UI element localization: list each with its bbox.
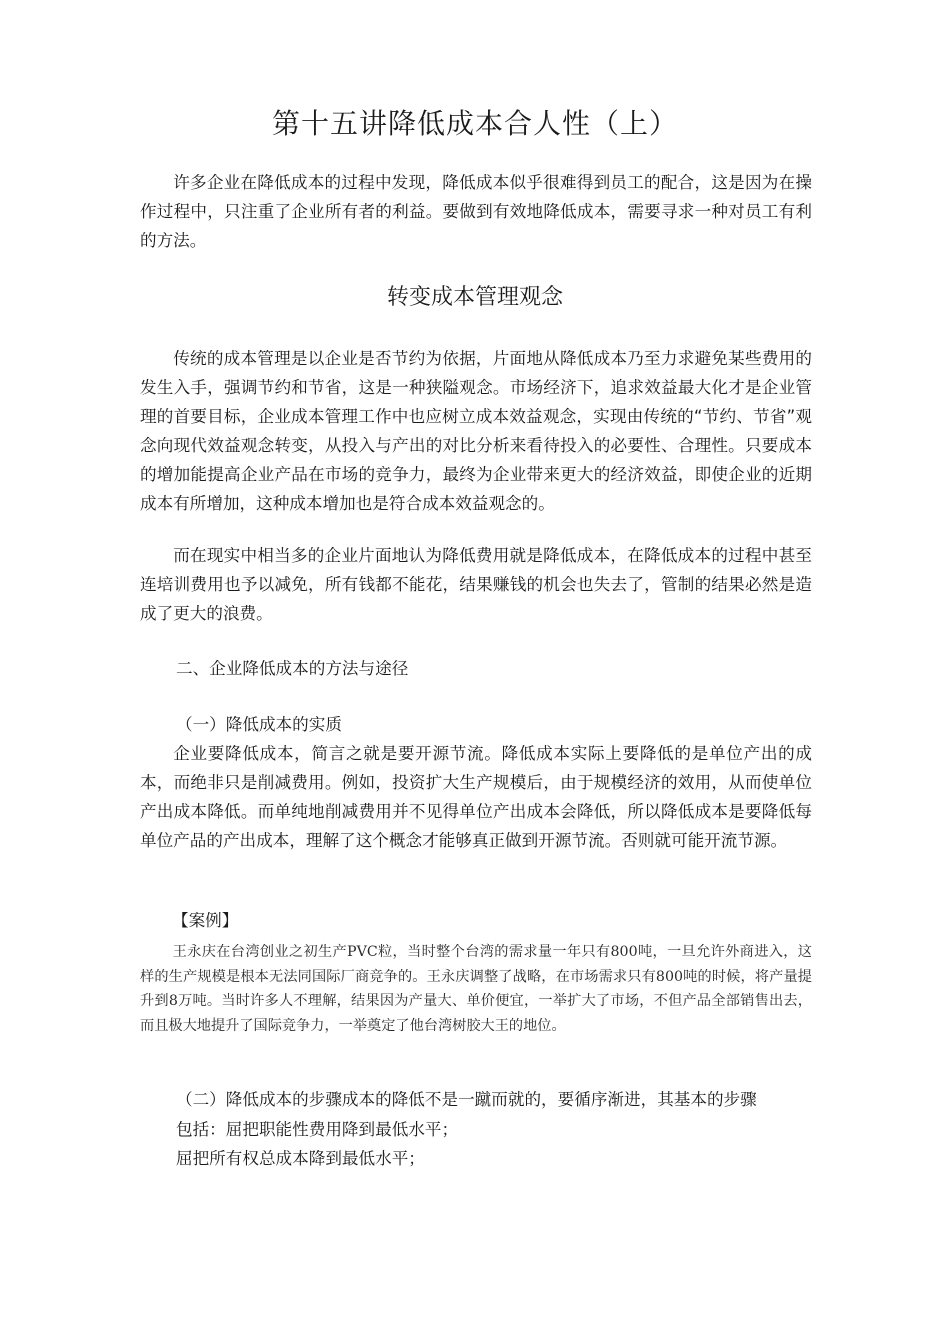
intro-paragraph: 许多企业在降低成本的过程中发现，降低成本似乎很难得到员工的配合，这是因为在操作过程中，只注重了企业所有者的利益。要做到有效地降低成本，需要寻求一种对员工有利的方法。 (140, 173, 812, 250)
section-title-cost-concept: 转变成本管理观念 (386, 285, 563, 310)
subsection2-line-2: 包括：屈把职能性费用降到最低水平； (176, 1120, 459, 1139)
subsection1-paragraph: 企业要降低成本，简言之就是要开源节流。降低成本实际上要降低的是单位产出的成本，而绝非只是削减费用。例如，投资扩大生产规模后，由于规模经济的效用，从而使单位产出成本降低。而单纯地削减费用并不见得单位产出成本会降低，所以降低成本是要降低每单位产品的产出成本，理解了这个概念才能够真正做到开源节流。否则就可能开流节源。 (140, 744, 812, 850)
section2-heading: 二、企业降低成本的方法与途径 (176, 659, 409, 678)
subsection1-heading: （一）降低成本的实质 (176, 715, 342, 734)
case-paragraph: 王永庆在台湾创业之初生产PVC粒，当时整个台湾的需求量一年只有800吨，一旦允许外商进入，这样的生产规模是根本无法同国际厂商竞争的。王永庆调整了战略，在市场需求只有800吨的时候，将产量提升到8万吨。当时许多人不理解，结果因为产量大、单价便宜，一举扩大了市场，不但产品全部销售出去，而且极大地提升了国际竞争力，一举奠定了他台湾树胶大王的地位。 (140, 944, 812, 1034)
case-heading: 【案例】 (172, 911, 239, 930)
subsection2-line-1: （二）降低成本的步骤成本的降低不是一蹴而就的，要循序渐进，其基本的步骤 (176, 1090, 757, 1109)
section1-paragraph-2: 而在现实中相当多的企业片面地认为降低费用就是降低成本，在降低成本的过程中甚至连培训费用也予以减免，所有钱都不能花，结果赚钱的机会也失去了，管制的结果必然是造成了更大的浪费。 (140, 546, 812, 623)
document-title: 第十五讲降低成本合人性（上） (271, 107, 678, 140)
subsection2-line-3: 屈把所有权总成本降到最低水平； (176, 1149, 425, 1168)
section1-paragraph-1: 传统的成本管理是以企业是否节约为依据，片面地从降低成本乃至力求避免某些费用的发生入手，强调节约和节省，这是一种狭隘观念。市场经济下，追求效益最大化才是企业管理的首要目标，企业成本管理工作中也应树立成本效益观念，实现由传统的“节约、节省”观念向现代效益观念转变，从投入与产出的对比分析来看待投入的必要性、合理性。只要成本的增加能提高企业产品在市场的竞争力，最终为企业带来更大的经济效益，即使企业的近期成本有所增加，这种成本增加也是符合成本效益观念的。 (140, 349, 812, 513)
